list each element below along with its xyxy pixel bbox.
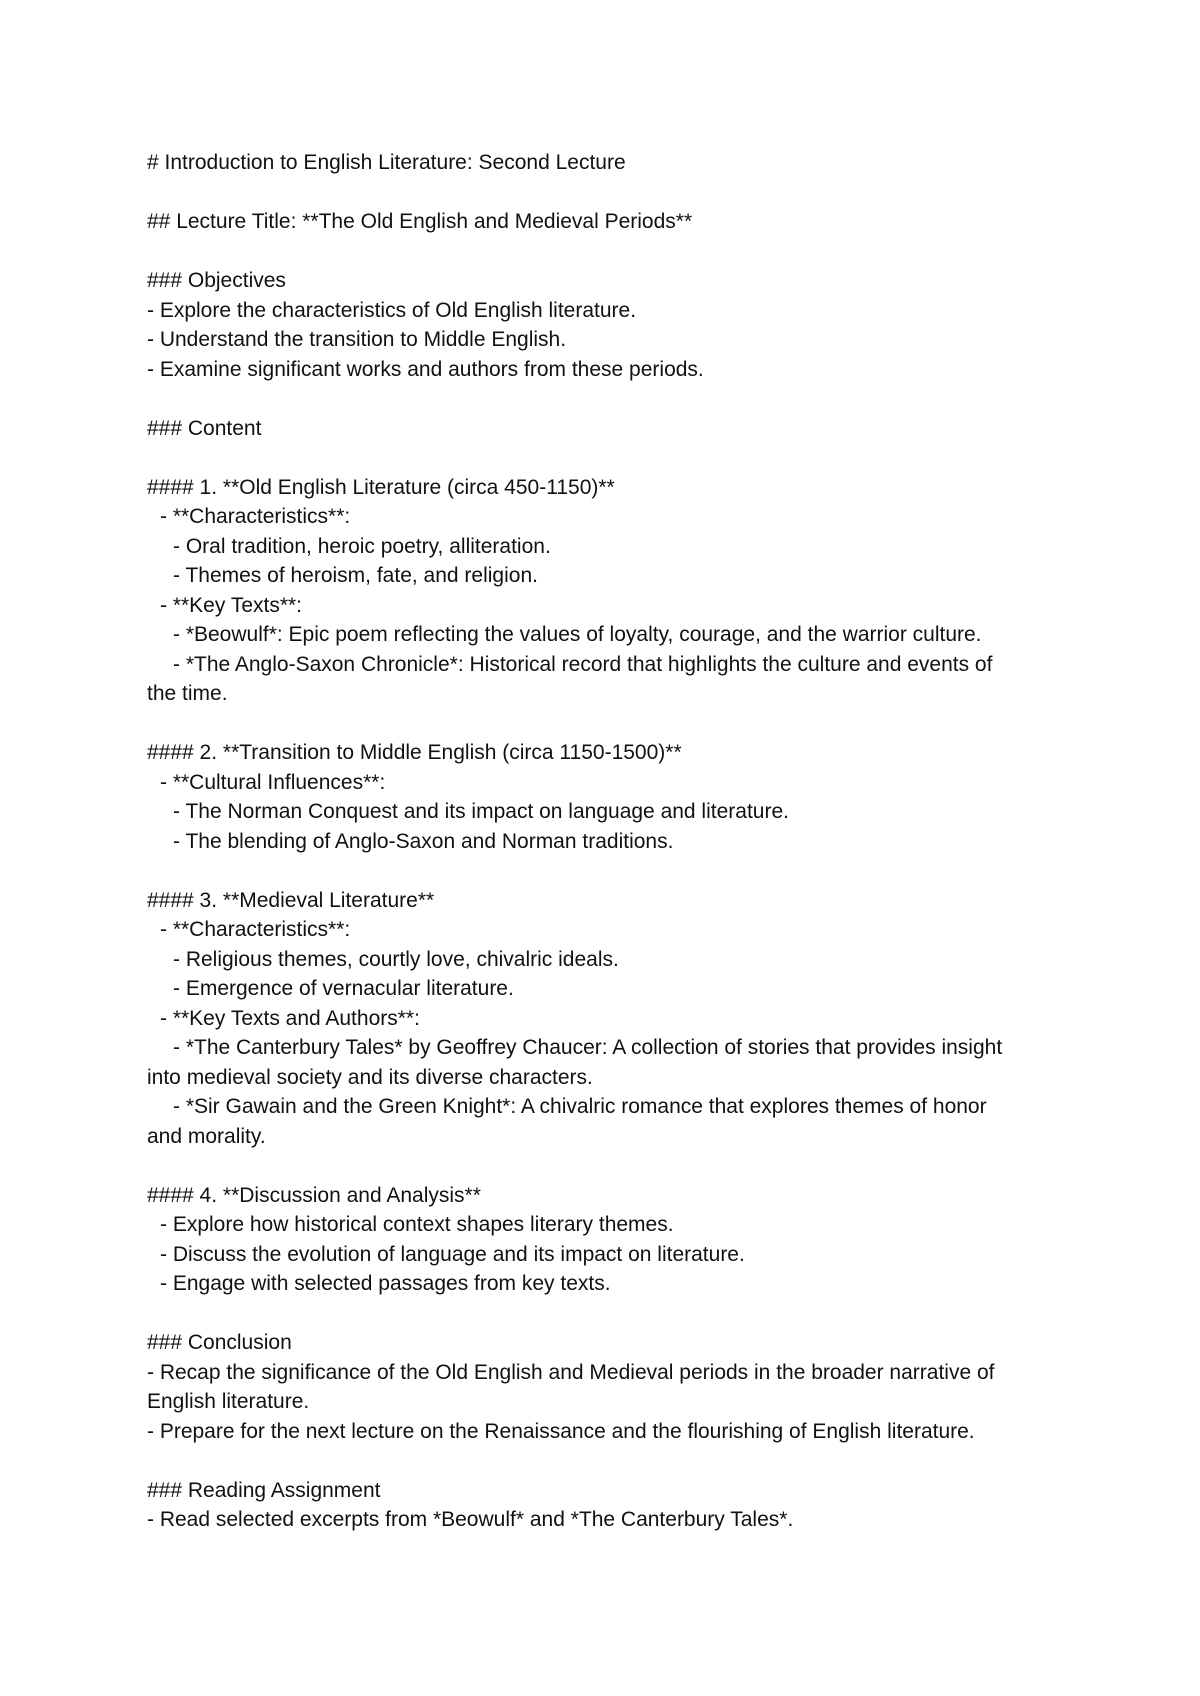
section-4-item: - Engage with selected passages from key texts. bbox=[160, 1272, 611, 1295]
blank-line bbox=[147, 1299, 1067, 1329]
blank-line bbox=[147, 709, 1067, 739]
blank-line bbox=[147, 178, 1067, 208]
section-3-characteristic-item: - Emergence of vernacular literature. bbox=[173, 977, 514, 1000]
objective-item: - Explore the characteristics of Old English literature. bbox=[147, 298, 637, 322]
objective-item: - Examine significant works and authors from these periods. bbox=[147, 357, 704, 381]
section-1-key-text-item: - *Beowulf*: Epic poem reflecting the values of loyalty, courage, and the warrior culture. bbox=[173, 623, 982, 646]
blank-line bbox=[147, 1151, 1067, 1181]
section-4-heading: #### 4. **Discussion and Analysis** bbox=[147, 1183, 481, 1207]
blank-line bbox=[147, 856, 1067, 886]
section-3-key-text-item: - *The Canterbury Tales* by Geoffrey Chaucer: A collection of stories that provides insight bbox=[173, 1036, 1003, 1059]
section-4-item: - Explore how historical context shapes literary themes. bbox=[160, 1213, 674, 1236]
conclusion-heading: ### Conclusion bbox=[147, 1331, 292, 1354]
section-4-item: - Discuss the evolution of language and its impact on literature. bbox=[160, 1242, 745, 1266]
section-1-key-text-item: - *The Anglo-Saxon Chronicle*: Historical record that highlights the culture and events of bbox=[173, 652, 993, 676]
blank-line bbox=[147, 443, 1067, 473]
blank-line bbox=[147, 237, 1067, 267]
section-2-item: - The blending of Anglo-Saxon and Norman traditions. bbox=[173, 829, 674, 853]
section-3-characteristics-label: - **Characteristics**: bbox=[160, 918, 351, 941]
conclusion-line: English literature. bbox=[147, 1390, 310, 1413]
conclusion-line: - Recap the significance of the Old English and Medieval periods in the broader narrative of bbox=[147, 1360, 995, 1384]
lecture-heading: # Introduction to English Literature: Second Lecture bbox=[147, 151, 626, 174]
section-3-key-text-continuation: into medieval society and its diverse characters. bbox=[147, 1065, 593, 1089]
section-1-characteristic-item: - Oral tradition, heroic poetry, alliteration. bbox=[173, 534, 551, 558]
section-2-cultural-influences-label: - **Cultural Influences**: bbox=[160, 770, 386, 794]
objectives-heading: ### Objectives bbox=[147, 269, 286, 292]
blank-line bbox=[147, 384, 1067, 414]
section-3-characteristic-item: - Religious themes, courtly love, chivalric ideals. bbox=[173, 947, 619, 971]
section-3-heading: #### 3. **Medieval Literature** bbox=[147, 888, 435, 912]
section-1-characteristic-item: - Themes of heroism, fate, and religion. bbox=[173, 564, 538, 587]
section-2-heading: #### 2. **Transition to Middle English (circa 1150-1500)** bbox=[147, 741, 682, 764]
blank-line bbox=[147, 1446, 1067, 1476]
lecture-title: ## Lecture Title: **The Old English and Medieval Periods** bbox=[147, 210, 693, 233]
section-1-key-texts-label: - **Key Texts**: bbox=[160, 593, 303, 617]
reading-assignment-heading: ### Reading Assignment bbox=[147, 1478, 381, 1502]
section-1-key-text-continuation: the time. bbox=[147, 682, 228, 705]
section-3-key-text-item: - *Sir Gawain and the Green Knight*: A chivalric romance that explores themes of honor bbox=[173, 1095, 987, 1118]
section-1-characteristics-label: - **Characteristics**: bbox=[160, 505, 351, 528]
conclusion-line: - Prepare for the next lecture on the Renaissance and the flourishing of English literature. bbox=[147, 1419, 975, 1443]
objective-item: - Understand the transition to Middle English. bbox=[147, 328, 567, 351]
section-1-heading: #### 1. **Old English Literature (circa 450-1150)** bbox=[147, 475, 615, 499]
section-3-key-texts-label: - **Key Texts and Authors**: bbox=[160, 1006, 420, 1030]
reading-assignment-line: - Read selected excerpts from *Beowulf* and *The Canterbury Tales*. bbox=[147, 1508, 794, 1531]
section-3-key-text-continuation: and morality. bbox=[147, 1124, 266, 1148]
section-2-item: - The Norman Conquest and its impact on language and literature. bbox=[173, 800, 789, 823]
content-heading: ### Content bbox=[147, 416, 262, 440]
document-body bbox=[147, 148, 1067, 1535]
